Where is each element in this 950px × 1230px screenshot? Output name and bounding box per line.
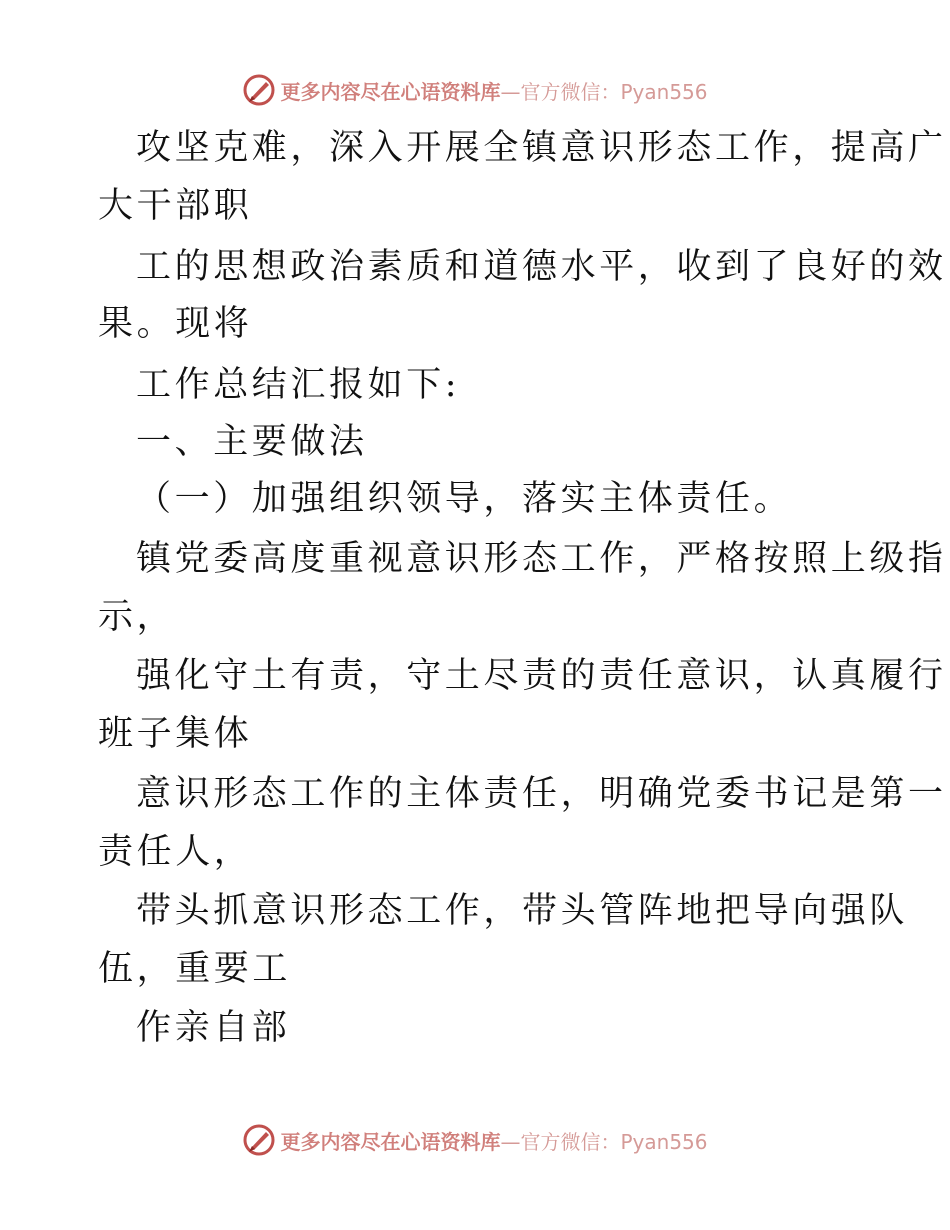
- paragraph-line: 大干部职: [98, 186, 253, 226]
- paragraph-line: 镇党委高度重视意识形态工作，严格按照上级指: [136, 539, 947, 579]
- banner-dash: —: [500, 79, 521, 104]
- paragraph-line: 作亲自部: [136, 1008, 291, 1048]
- banner-text: [280, 76, 707, 105]
- paragraph-line: 意识形态工作的主体责任，明确党委书记是第一: [136, 774, 947, 814]
- banner-account: Pyan556: [620, 79, 708, 104]
- subsection-heading: （一）加强组织领导，落实主体责任。: [136, 479, 793, 519]
- banner-main-text: 更多内容尽在心语资料库: [280, 1129, 501, 1154]
- paragraph-line: 工作总结汇报如下:: [136, 365, 461, 405]
- quill-pen-logo-icon: [242, 73, 276, 107]
- section-heading: 一、主要做法: [136, 422, 368, 462]
- banner-sub-text: 官方微信：: [520, 1129, 621, 1154]
- paragraph-line: 攻坚克难，深入开展全镇意识形态工作，提高广: [136, 128, 947, 168]
- quill-pen-logo-icon: [242, 1123, 276, 1157]
- paragraph-line: 强化守土有责，守土尽责的责任意识，认真履行: [136, 656, 947, 696]
- banner-dash: —: [500, 1129, 521, 1154]
- banner-sub-text: 官方微信：: [520, 79, 621, 104]
- header-banner: [0, 70, 950, 110]
- paragraph-line: 带头抓意识形态工作，带头管阵地把导向强队: [136, 891, 909, 931]
- paragraph-line: 责任人，: [98, 832, 253, 872]
- banner-account: Pyan556: [620, 1129, 708, 1154]
- footer-banner: [0, 1120, 950, 1160]
- paragraph-line: 果。现将: [98, 304, 253, 344]
- paragraph-line: 工的思想政治素质和道德水平，收到了良好的效: [136, 247, 947, 287]
- paragraph-line: 示，: [98, 597, 176, 637]
- paragraph-line: 伍，重要工: [98, 949, 292, 989]
- paragraph-line: 班子集体: [98, 714, 253, 754]
- banner-text: [280, 1126, 707, 1155]
- banner-main-text: 更多内容尽在心语资料库: [280, 79, 501, 104]
